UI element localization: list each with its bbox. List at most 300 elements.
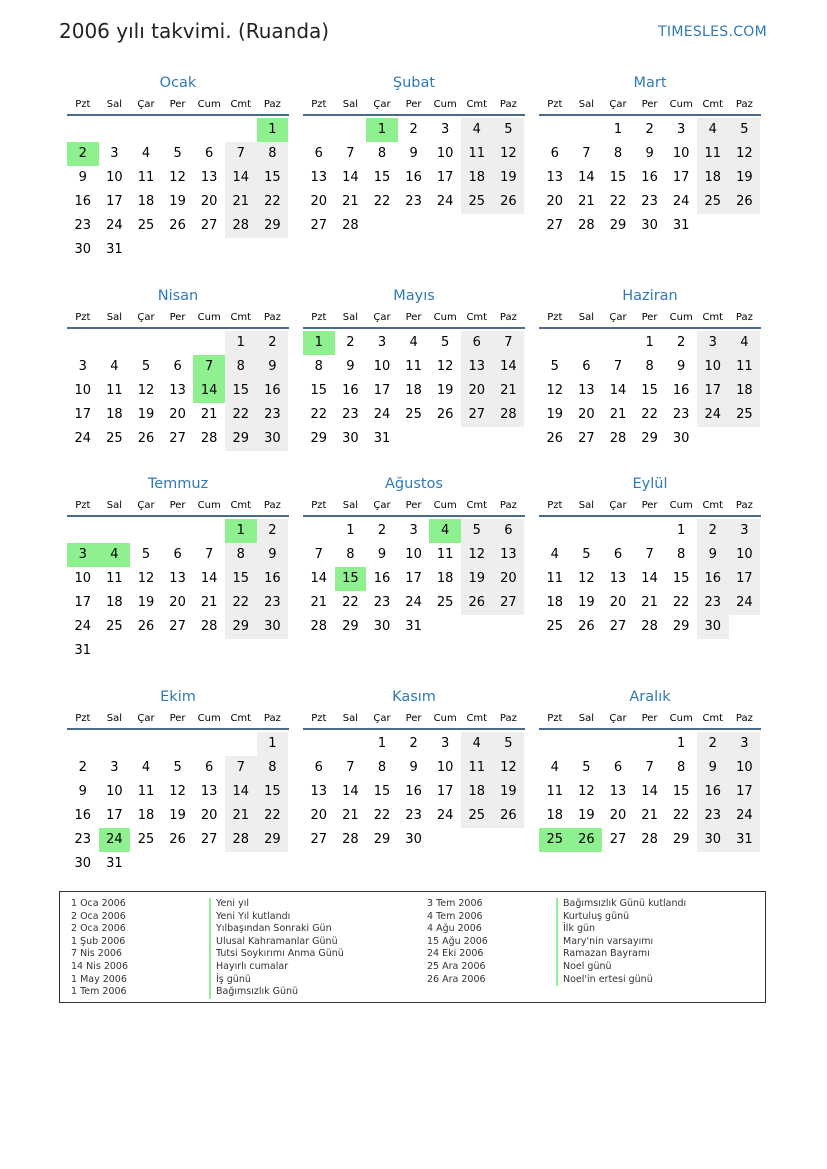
day-cell: 7 — [582, 146, 591, 161]
holiday-day-cell: 1 — [366, 118, 398, 142]
day-cell: 10 — [405, 547, 422, 562]
day-cell: 11 — [106, 571, 123, 586]
day-cell: 29 — [225, 615, 257, 639]
day-cell: 27 — [200, 218, 218, 233]
day-cell: 30 — [74, 856, 92, 871]
week-row — [539, 519, 761, 543]
day-cell: 24 — [405, 595, 422, 610]
week-row — [539, 403, 761, 427]
day-cell: 28 — [225, 214, 257, 238]
legend-holiday-name: Ulusal Kahramanlar Günü — [209, 936, 344, 949]
weekday-label: Cmt — [466, 499, 488, 511]
day-cell: 20 — [200, 808, 218, 823]
empty-cell — [461, 615, 493, 639]
weekday-label: Sal — [106, 98, 123, 110]
week-row — [303, 427, 525, 451]
day-cell: 6 — [613, 547, 623, 562]
day-cell: 15 — [373, 170, 391, 185]
holiday-day-cell: 15 — [335, 567, 367, 591]
weekday-header — [303, 708, 525, 728]
header-rule — [539, 728, 761, 730]
day-cell: 19 — [169, 194, 186, 209]
day-cell: 23 — [672, 407, 690, 422]
day-cell: 14 — [225, 166, 257, 190]
day-cell: 20 — [609, 595, 627, 610]
day-cell: 3 — [729, 519, 761, 543]
week-row — [67, 142, 289, 166]
day-cell: 13 — [578, 383, 595, 398]
day-cell: 10 — [729, 543, 761, 567]
day-cell: 5 — [141, 359, 151, 374]
weekday-label: Çar — [137, 499, 155, 511]
day-cell: 23 — [257, 591, 289, 615]
empty-cell — [193, 238, 225, 262]
day-cell: 23 — [641, 194, 658, 209]
empty-cell — [99, 331, 131, 355]
legend-date: 26 Ara 2006 — [427, 973, 486, 985]
day-cell: 24 — [436, 808, 454, 823]
day-cell: 6 — [582, 359, 591, 374]
weekday-label: Pzt — [311, 712, 327, 724]
day-cell: 21 — [342, 194, 359, 209]
day-cell: 9 — [645, 146, 654, 161]
weekday-label: Per — [641, 311, 658, 323]
week-row — [539, 331, 761, 355]
day-cell: 22 — [257, 190, 289, 214]
empty-cell — [257, 238, 289, 262]
legend-holiday-name: Bağımsızlık Günü kutlandı — [556, 898, 686, 911]
day-cell: 26 — [546, 431, 564, 446]
week-row — [67, 804, 289, 828]
empty-cell — [398, 214, 430, 238]
day-cell: 11 — [546, 784, 564, 799]
legend-holiday-name: Kurtuluş günü — [556, 911, 686, 924]
weekday-label: Per — [169, 311, 186, 323]
weekday-label: Cum — [197, 98, 221, 110]
empty-cell — [571, 118, 603, 142]
day-cell: 1 — [377, 736, 387, 751]
weekday-header — [67, 708, 289, 728]
day-cell: 26 — [137, 619, 155, 634]
day-cell: 20 — [578, 407, 595, 422]
day-cell: 3 — [729, 732, 761, 756]
weekday-label: Pzt — [75, 499, 91, 511]
day-cell: 30 — [672, 431, 690, 446]
day-cell: 20 — [310, 194, 328, 209]
weekday-label: Cmt — [466, 98, 488, 110]
day-cell: 20 — [310, 808, 328, 823]
day-cell: 19 — [546, 407, 564, 422]
empty-cell — [162, 331, 194, 355]
empty-cell — [130, 519, 162, 543]
day-cell: 6 — [550, 146, 559, 161]
weekday-label: Çar — [137, 712, 155, 724]
month-name: Temmuz — [147, 476, 209, 492]
day-cell: 25 — [546, 619, 564, 634]
day-cell: 12 — [169, 784, 186, 799]
day-cell: 29 — [257, 214, 289, 238]
month-name: Aralık — [629, 689, 671, 705]
day-cell: 28 — [342, 832, 359, 847]
day-cell: 13 — [609, 571, 627, 586]
day-cell: 13 — [200, 170, 218, 185]
day-cell: 8 — [314, 359, 323, 374]
legend-date: 1 Oca 2006 — [71, 898, 126, 909]
day-cell: 23 — [405, 194, 422, 209]
day-cell: 16 — [405, 784, 422, 799]
day-cell: 18 — [546, 595, 564, 610]
empty-cell — [303, 118, 335, 142]
day-cell: 19 — [137, 407, 155, 422]
day-cell: 10 — [373, 359, 391, 374]
weekday-label: Paz — [263, 311, 281, 323]
day-cell: 20 — [546, 194, 564, 209]
holiday-legend — [59, 891, 766, 1003]
day-cell: 22 — [672, 595, 690, 610]
day-cell: 12 — [546, 383, 564, 398]
day-cell: 28 — [578, 218, 595, 233]
day-cell: 12 — [137, 383, 155, 398]
month-7 — [67, 473, 289, 663]
empty-cell — [539, 519, 571, 543]
empty-cell — [429, 828, 461, 852]
day-cell: 30 — [74, 242, 92, 257]
day-cell: 28 — [609, 431, 627, 446]
day-cell: 6 — [205, 760, 214, 775]
day-cell: 22 — [641, 407, 658, 422]
day-cell: 23 — [342, 407, 359, 422]
weekday-label: Cmt — [702, 499, 724, 511]
week-row — [303, 780, 525, 804]
day-cell: 5 — [550, 359, 559, 374]
weekday-label: Paz — [735, 499, 753, 511]
empty-cell — [193, 118, 225, 142]
week-row — [67, 166, 289, 190]
weekday-label: Sal — [342, 98, 359, 110]
week-row — [539, 780, 761, 804]
day-cell: 14 — [641, 571, 658, 586]
empty-cell — [602, 331, 634, 355]
day-cell: 2 — [697, 732, 729, 756]
day-cell: 25 — [137, 832, 155, 847]
weekday-label: Çar — [373, 499, 391, 511]
weekday-header — [539, 94, 761, 114]
legend-date: 14 Nis 2006 — [71, 960, 128, 972]
month-name: Mart — [633, 75, 667, 91]
day-cell: 31 — [74, 643, 92, 658]
week-row — [67, 519, 289, 543]
day-cell: 17 — [729, 567, 761, 591]
day-cell: 25 — [461, 190, 493, 214]
day-cell: 23 — [257, 403, 289, 427]
day-cell: 17 — [106, 808, 123, 823]
month-8 — [303, 473, 525, 639]
day-cell: 10 — [436, 760, 454, 775]
day-cell: 9 — [78, 170, 87, 185]
empty-cell — [162, 519, 194, 543]
weekday-label: Sal — [106, 712, 123, 724]
day-cell: 27 — [493, 591, 525, 615]
weekday-label: Sal — [342, 311, 359, 323]
week-row — [67, 543, 289, 567]
day-cell: 20 — [609, 808, 627, 823]
weekday-label: Cmt — [230, 712, 252, 724]
day-cell: 9 — [697, 756, 729, 780]
week-row — [539, 427, 761, 451]
day-cell: 7 — [205, 547, 214, 562]
week-row — [539, 828, 761, 852]
month-name: Ekim — [160, 689, 196, 705]
weekday-label: Pzt — [311, 98, 327, 110]
weekday-label: Sal — [342, 499, 359, 511]
week-row — [67, 379, 289, 403]
month-9 — [539, 473, 761, 639]
weekday-label: Per — [169, 98, 186, 110]
empty-cell — [193, 852, 225, 876]
empty-cell — [602, 732, 634, 756]
weekday-header — [539, 307, 761, 327]
day-cell: 2 — [409, 736, 418, 751]
week-row — [303, 591, 525, 615]
day-cell: 19 — [137, 595, 155, 610]
day-cell: 16 — [257, 379, 289, 403]
empty-cell — [602, 519, 634, 543]
day-cell: 6 — [173, 359, 182, 374]
day-cell: 6 — [173, 547, 182, 562]
day-cell: 9 — [409, 760, 418, 775]
day-cell: 30 — [641, 218, 658, 233]
day-cell: 18 — [697, 166, 729, 190]
legend-holiday-name: Noel günü — [556, 961, 686, 974]
day-cell: 16 — [697, 567, 729, 591]
day-cell: 20 — [493, 567, 525, 591]
weekday-label: Cmt — [702, 98, 724, 110]
day-cell: 16 — [342, 383, 359, 398]
weekday-label: Paz — [735, 311, 753, 323]
weekday-label: Cum — [433, 311, 457, 323]
day-cell: 31 — [373, 431, 391, 446]
day-cell: 16 — [697, 780, 729, 804]
week-row — [303, 355, 525, 379]
day-cell: 18 — [106, 595, 123, 610]
header-rule — [539, 515, 761, 517]
day-cell: 28 — [641, 619, 658, 634]
week-row — [67, 355, 289, 379]
legend-holiday-name: İş günü — [209, 974, 344, 987]
empty-cell — [571, 331, 603, 355]
week-row — [67, 238, 289, 262]
day-cell: 25 — [436, 595, 454, 610]
day-cell: 4 — [110, 359, 119, 374]
site-link[interactable]: TIMESLES.COM — [658, 24, 767, 40]
day-cell: 1 — [677, 523, 686, 538]
day-cell: 3 — [409, 523, 418, 538]
empty-cell — [257, 852, 289, 876]
weekday-label: Paz — [735, 712, 753, 724]
day-cell: 2 — [645, 122, 654, 137]
weekday-label: Sal — [106, 499, 123, 511]
empty-cell — [571, 519, 603, 543]
empty-cell — [99, 732, 131, 756]
empty-cell — [303, 519, 335, 543]
empty-cell — [130, 852, 162, 876]
empty-cell — [539, 118, 571, 142]
empty-cell — [366, 214, 398, 238]
week-row — [67, 567, 289, 591]
day-cell: 23 — [405, 808, 422, 823]
day-cell: 17 — [697, 379, 729, 403]
day-cell: 24 — [729, 591, 761, 615]
month-name: Ocak — [159, 75, 197, 91]
day-cell: 10 — [74, 571, 92, 586]
day-cell: 7 — [613, 359, 623, 374]
weekday-label: Cmt — [702, 311, 724, 323]
weekday-label: Cum — [669, 499, 693, 511]
week-row — [539, 118, 761, 142]
day-cell: 28 — [200, 619, 218, 634]
day-cell: 2 — [697, 519, 729, 543]
day-cell: 13 — [310, 170, 328, 185]
day-cell: 22 — [225, 591, 257, 615]
legend-date: 4 Ağu 2006 — [427, 923, 482, 935]
day-cell: 27 — [578, 431, 595, 446]
weekday-label: Per — [169, 712, 186, 724]
day-cell: 2 — [257, 331, 289, 355]
day-cell: 30 — [257, 427, 289, 451]
week-row — [67, 615, 289, 639]
weekday-label: Cmt — [230, 311, 252, 323]
holiday-day-cell: 24 — [99, 828, 131, 852]
weekday-label: Cum — [433, 499, 457, 511]
legend-holiday-name: İlk gün — [556, 923, 686, 936]
day-cell: 27 — [546, 218, 564, 233]
day-cell: 19 — [436, 383, 454, 398]
day-cell: 13 — [169, 383, 186, 398]
weekday-header — [539, 708, 761, 728]
day-cell: 6 — [461, 331, 493, 355]
day-cell: 15 — [225, 379, 257, 403]
weekday-label: Çar — [373, 98, 391, 110]
day-cell: 10 — [106, 784, 123, 799]
day-cell: 12 — [436, 359, 454, 374]
month-name: Mayıs — [393, 288, 435, 304]
day-cell: 16 — [405, 170, 422, 185]
legend-holiday-name: Ramazan Bayramı — [556, 948, 686, 961]
day-cell: 8 — [677, 760, 686, 775]
day-cell: 4 — [550, 547, 559, 562]
week-row — [67, 639, 289, 663]
empty-cell — [303, 732, 335, 756]
day-cell: 22 — [373, 808, 391, 823]
day-cell: 11 — [106, 383, 123, 398]
day-cell: 24 — [672, 194, 690, 209]
week-row — [67, 118, 289, 142]
weekday-label: Per — [405, 499, 422, 511]
day-cell: 7 — [225, 756, 257, 780]
holiday-day-cell: 1 — [303, 331, 335, 355]
weekday-label: Paz — [499, 499, 517, 511]
day-cell: 27 — [169, 431, 186, 446]
day-cell: 30 — [373, 619, 391, 634]
day-cell: 21 — [225, 190, 257, 214]
day-cell: 21 — [493, 379, 525, 403]
weekday-label: Pzt — [75, 98, 91, 110]
day-cell: 13 — [310, 784, 328, 799]
weekday-label: Per — [641, 98, 658, 110]
weekday-label: Paz — [499, 712, 517, 724]
day-cell: 29 — [672, 619, 690, 634]
day-cell: 13 — [546, 170, 564, 185]
weekday-label: Per — [405, 311, 422, 323]
day-cell: 13 — [200, 784, 218, 799]
day-cell: 21 — [225, 804, 257, 828]
week-row — [303, 166, 525, 190]
day-cell: 15 — [310, 383, 328, 398]
empty-cell — [225, 118, 257, 142]
day-cell: 13 — [169, 571, 186, 586]
empty-cell — [461, 427, 493, 451]
week-row — [67, 852, 289, 876]
day-cell: 14 — [342, 784, 359, 799]
header-rule — [67, 515, 289, 517]
empty-cell — [697, 214, 729, 238]
week-row — [539, 379, 761, 403]
empty-cell — [162, 852, 194, 876]
holiday-day-cell: 7 — [193, 355, 225, 379]
day-cell: 12 — [493, 142, 525, 166]
day-cell: 11 — [546, 571, 564, 586]
legend-holiday-name: Yılbaşından Sonraki Gün — [209, 923, 344, 936]
day-cell: 22 — [609, 194, 627, 209]
day-cell: 18 — [106, 407, 123, 422]
day-cell: 4 — [550, 760, 559, 775]
legend-date: 1 Tem 2006 — [71, 986, 127, 998]
day-cell: 26 — [436, 407, 454, 422]
day-cell: 12 — [578, 784, 595, 799]
empty-cell — [634, 732, 666, 756]
weekday-label: Cum — [433, 98, 457, 110]
empty-cell — [193, 331, 225, 355]
legend-dates-left — [71, 898, 128, 999]
day-cell: 4 — [409, 335, 418, 350]
week-row — [539, 166, 761, 190]
day-cell: 21 — [578, 194, 595, 209]
weekday-label: Cmt — [466, 712, 488, 724]
week-row — [67, 403, 289, 427]
weekday-label: Çar — [609, 311, 627, 323]
day-cell: 11 — [137, 784, 155, 799]
day-cell: 11 — [697, 142, 729, 166]
day-cell: 18 — [436, 571, 454, 586]
day-cell: 17 — [74, 595, 92, 610]
empty-cell — [398, 427, 430, 451]
day-cell: 30 — [405, 832, 422, 847]
legend-names-right — [556, 898, 686, 986]
day-cell: 25 — [106, 431, 123, 446]
header-rule — [67, 728, 289, 730]
week-row — [67, 591, 289, 615]
week-row — [67, 190, 289, 214]
day-cell: 10 — [729, 756, 761, 780]
week-row — [303, 403, 525, 427]
day-cell: 26 — [493, 804, 525, 828]
day-cell: 15 — [257, 166, 289, 190]
day-cell: 18 — [546, 808, 564, 823]
weekday-label: Çar — [609, 499, 627, 511]
day-cell: 29 — [672, 832, 690, 847]
day-cell: 1 — [613, 122, 623, 137]
day-cell: 28 — [310, 619, 328, 634]
